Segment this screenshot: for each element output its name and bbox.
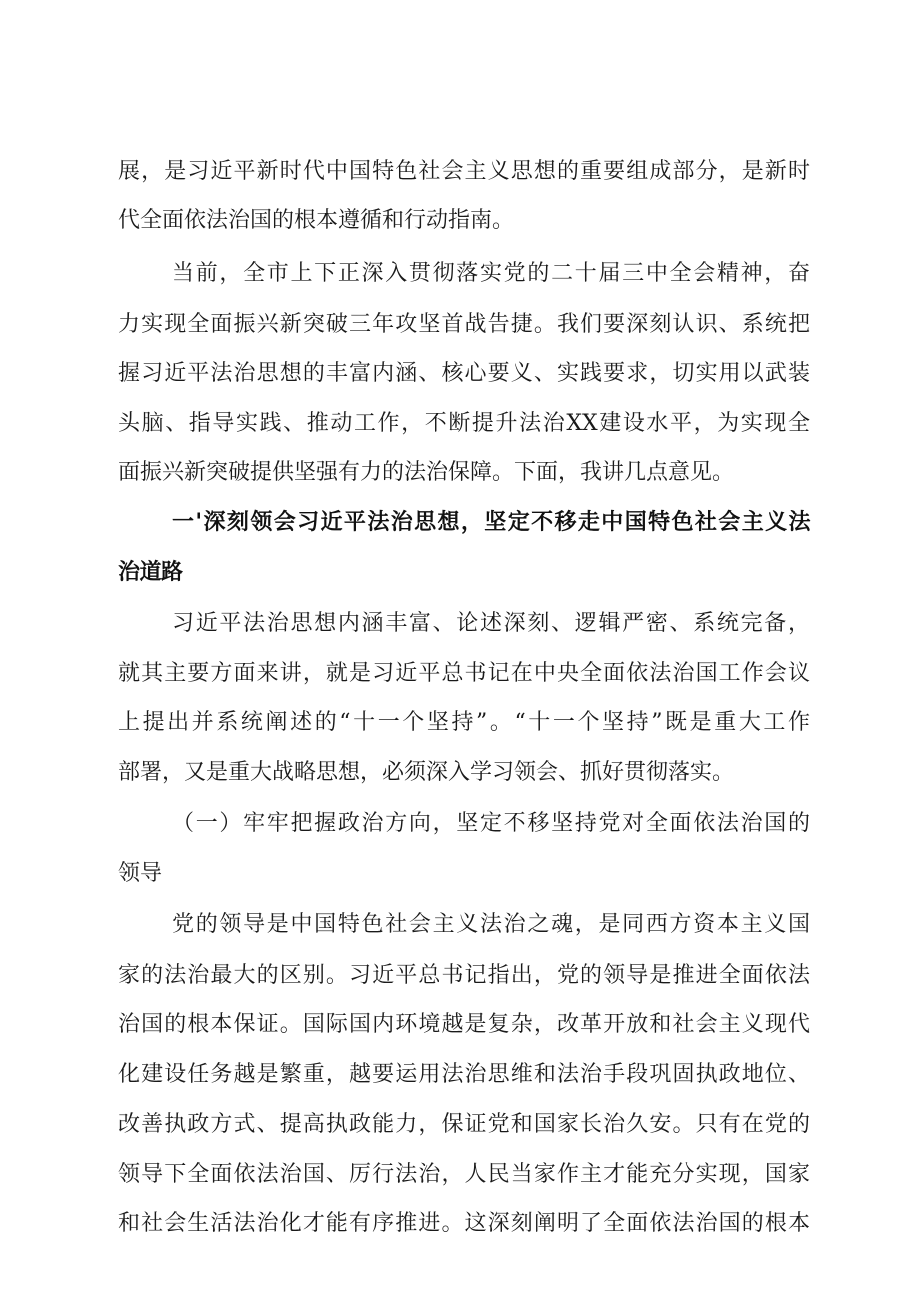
body-text-line: 头脑、指导实践、推动工作，不断提升法治XX建设水平，为实现全 [118,411,810,436]
body-text-line: 部署，又是重大战略思想，必须深入学习领会、抓好贯彻落实。 [118,760,735,785]
body-text-line: 领导下全面依法治国、厉行法治，人民当家作主才能充分实现，国家 [118,1162,810,1187]
body-text-line: 代全面依法治国的根本遵循和行动指南。 [118,208,515,233]
subsection-heading: （一）牢牢把握政治方向，坚定不移坚持党对全面依法治国的 [172,811,810,836]
section-heading: 一'深刻领会习近平法治思想，坚定不移走中国特色社会主义法 [172,510,810,535]
body-text-line: 治国的根本保证。国际国内环境越是复杂，改革开放和社会主义现代 [118,1012,810,1037]
body-text-line: 展，是习近平新时代中国特色社会主义思想的重要组成部分，是新时 [118,159,810,184]
body-text-line: 改善执政方式、提高执政能力，保证党和国家长治久安。只有在党的 [118,1112,810,1137]
section-heading-continuation: 治道路 [118,560,183,585]
body-text-line: 面振兴新突破提供坚强有力的法治保障。下面，我讲几点意见。 [118,460,735,485]
body-text-line: 力实现全面振兴新突破三年攻坚首战告捷。我们要深刻认识、系统把 [118,312,810,337]
body-text-line: 上提出并系统阐述的“十一个坚持”。“十一个坚持”既是重大工作 [118,710,810,735]
body-text-line: 握习近平法治思想的丰富内涵、核心要义、实践要求，切实用以武装 [118,361,810,386]
subsection-heading-continuation: 领导 [118,861,163,886]
body-text-line: 化建设任务越是繁重，越要运用法治思维和法治手段巩固执政地位、 [118,1062,810,1087]
paragraph-first-line: 当前，全市上下正深入贯彻落实党的二十届三中全会精神，奋 [172,261,810,286]
paragraph-first-line: 习近平法治思想内涵丰富、论述深刻、逻辑严密、系统完备， [172,611,810,636]
body-text-line: 家的法治最大的区别。习近平总书记指出，党的领导是推进全面依法 [118,963,810,988]
body-text-line: 就其主要方面来讲，就是习近平总书记在中央全面依法治国工作会议 [118,661,810,686]
paragraph-first-line: 党的领导是中国特色社会主义法治之魂，是同西方资本主义国 [172,912,810,937]
body-text-line: 和社会生活法治化才能有序推进。这深刻阐明了全面依法治国的根本 [118,1211,810,1236]
